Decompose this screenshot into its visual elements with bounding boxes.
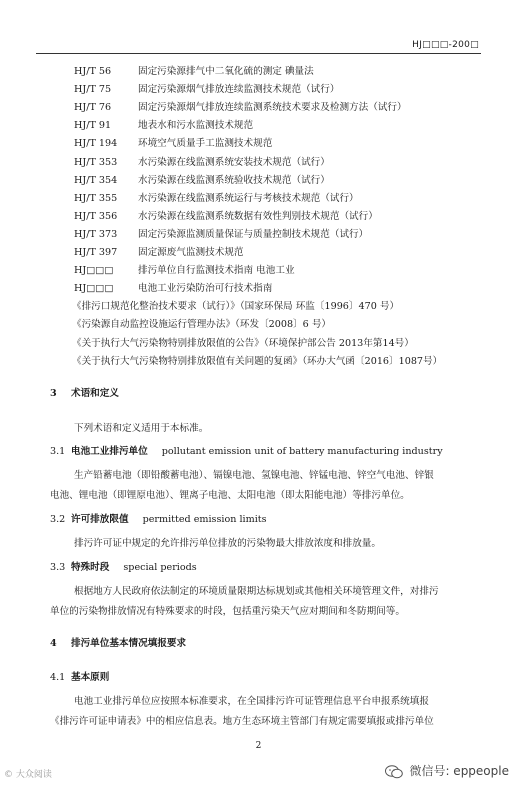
term-3-1-cn: 电池工业排污单位 xyxy=(71,446,148,457)
standard-code: HJ/T 356 xyxy=(74,210,118,222)
term-3-2-cn: 许可排放限值 xyxy=(71,514,129,525)
subsection-4-1-number: 4.1 xyxy=(50,672,66,683)
section-3-number: 3 xyxy=(50,388,57,399)
standard-title: 排污单位自行监测技术指南 电池工业 xyxy=(138,265,295,277)
standard-title: 地表水和污水监测技术规范 xyxy=(138,120,254,132)
term-3-3-en: special periods xyxy=(123,562,197,573)
standard-title: 水污染源在线监测系统安装技术规范（试行） xyxy=(138,156,330,168)
standard-title: 电池工业污染防治可行技术指南 xyxy=(138,283,273,295)
standard-code: HJ□□□ xyxy=(74,265,114,277)
term-3-1-number: 3.1 xyxy=(50,446,66,457)
referenced-document: 《污染源自动监控设施运行管理办法》（环发〔2008〕6 号） xyxy=(72,319,332,331)
term-3-1-en: pollutant emission unit of battery manufacturing industry xyxy=(161,446,443,457)
subsection-4-1-title: 基本原则 xyxy=(71,672,110,683)
referenced-document: 《排污口规范化整治技术要求（试行）》（国家环保局 环监〔1996〕470 号） xyxy=(72,301,400,312)
term-3-3-number: 3.3 xyxy=(50,562,66,573)
term-3-3-heading xyxy=(71,562,197,574)
referenced-document: 《关于执行大气污染物特别排放限值的公告》（环境保护部公告 2013年第14号） xyxy=(72,337,414,349)
term-3-2-heading xyxy=(71,514,267,526)
subsection-4-1-line-1: 电池工业排污单位应按照本标准要求，在全国排污许可证管理信息平台申报系统填报 xyxy=(74,696,429,707)
standard-code: HJ/T 194 xyxy=(74,138,118,150)
standard-code: HJ/T 75 xyxy=(74,84,112,96)
term-3-1-def-line-2: 电池、锂电池（即锂原电池）、锂离子电池、太阳电池（即太阳能电池）等排污单位。 xyxy=(50,490,410,501)
term-3-1-heading xyxy=(71,446,443,458)
term-3-3-def-line-2: 单位的污染物排放情况有特殊要求的时段，包括重污染天气应对期间和冬防期间等。 xyxy=(50,606,405,617)
term-3-3-cn: 特殊时段 xyxy=(71,562,110,573)
term-3-2-number: 3.2 xyxy=(50,514,66,525)
section-3-title: 术语和定义 xyxy=(71,388,119,399)
watermark-right-text: 微信号: eppeople xyxy=(409,764,509,778)
section-4-title: 排污单位基本情况填报要求 xyxy=(71,638,187,649)
standard-code: HJ/T 354 xyxy=(74,174,118,186)
standard-title: 水污染源在线监测系统运行与考核技术规范（试行） xyxy=(138,192,359,204)
standard-code: HJ/T 397 xyxy=(74,247,118,258)
term-3-3-def-line-1: 根据地方人民政府依法制定的环境质量限期达标规划或其他相关环境管理文件，对排污 xyxy=(74,586,439,597)
standard-code: HJ□□□ xyxy=(74,283,114,295)
standard-title: 固定污染源排气中二氧化硫的测定 碘量法 xyxy=(138,66,314,77)
standard-title: 水污染源在线监测系统数据有效性判别技术规范（试行） xyxy=(138,210,378,222)
standard-title: 固定源废气监测技术规范 xyxy=(138,247,244,258)
standard-title: 环境空气质量手工监测技术规范 xyxy=(138,138,273,150)
standard-code: HJ/T 353 xyxy=(74,156,118,168)
watermark-right xyxy=(385,764,509,779)
standard-code: HJ/T 91 xyxy=(74,120,112,132)
standard-code: HJ/T 76 xyxy=(74,102,112,114)
standard-title: 固定污染源烟气排放连续监测技术规范（试行） xyxy=(138,84,340,96)
standard-title: 固定污染源烟气排放连续监测系统技术要求及检测方法（试行） xyxy=(138,102,407,114)
referenced-document: 《关于执行大气污染物特别排放限值有关问题的复函》（环办大气函〔2016〕1087号） xyxy=(72,355,443,367)
standard-code: HJ/T 56 xyxy=(74,66,112,77)
subsection-4-1-line-2: 《排污许可证申请表》中的相应信息表。地方生态环境主管部门有规定需要填报或排污单位 xyxy=(50,716,434,727)
document-code: HJ□□□-200□ xyxy=(412,40,479,50)
wechat-icon xyxy=(385,765,403,779)
term-3-2-def-line-1: 排污许可证中规定的允许排污单位排放的污染物最大排放浓度和排放量。 xyxy=(74,538,381,549)
section-4-number: 4 xyxy=(50,638,57,649)
term-3-2-en: permitted emission limits xyxy=(142,514,267,525)
term-3-1-def-line-1: 生产铅蓄电池（即铅酸蓄电池）、镉镍电池、氢镍电池、锌锰电池、锌空气电池、锌银 xyxy=(74,470,434,481)
section-3-intro: 下列术语和定义适用于本标准。 xyxy=(74,423,209,434)
standard-title: 固定污染源监测质量保证与质量控制技术规范（试行） xyxy=(138,228,369,240)
header-divider xyxy=(36,53,481,54)
standard-code: HJ/T 373 xyxy=(74,228,118,240)
page-number: 2 xyxy=(255,741,262,751)
standard-code: HJ/T 355 xyxy=(74,192,118,204)
standard-title: 水污染源在线监测系统验收技术规范（试行） xyxy=(138,174,330,186)
watermark-left: © 大众阅读 xyxy=(4,770,52,780)
